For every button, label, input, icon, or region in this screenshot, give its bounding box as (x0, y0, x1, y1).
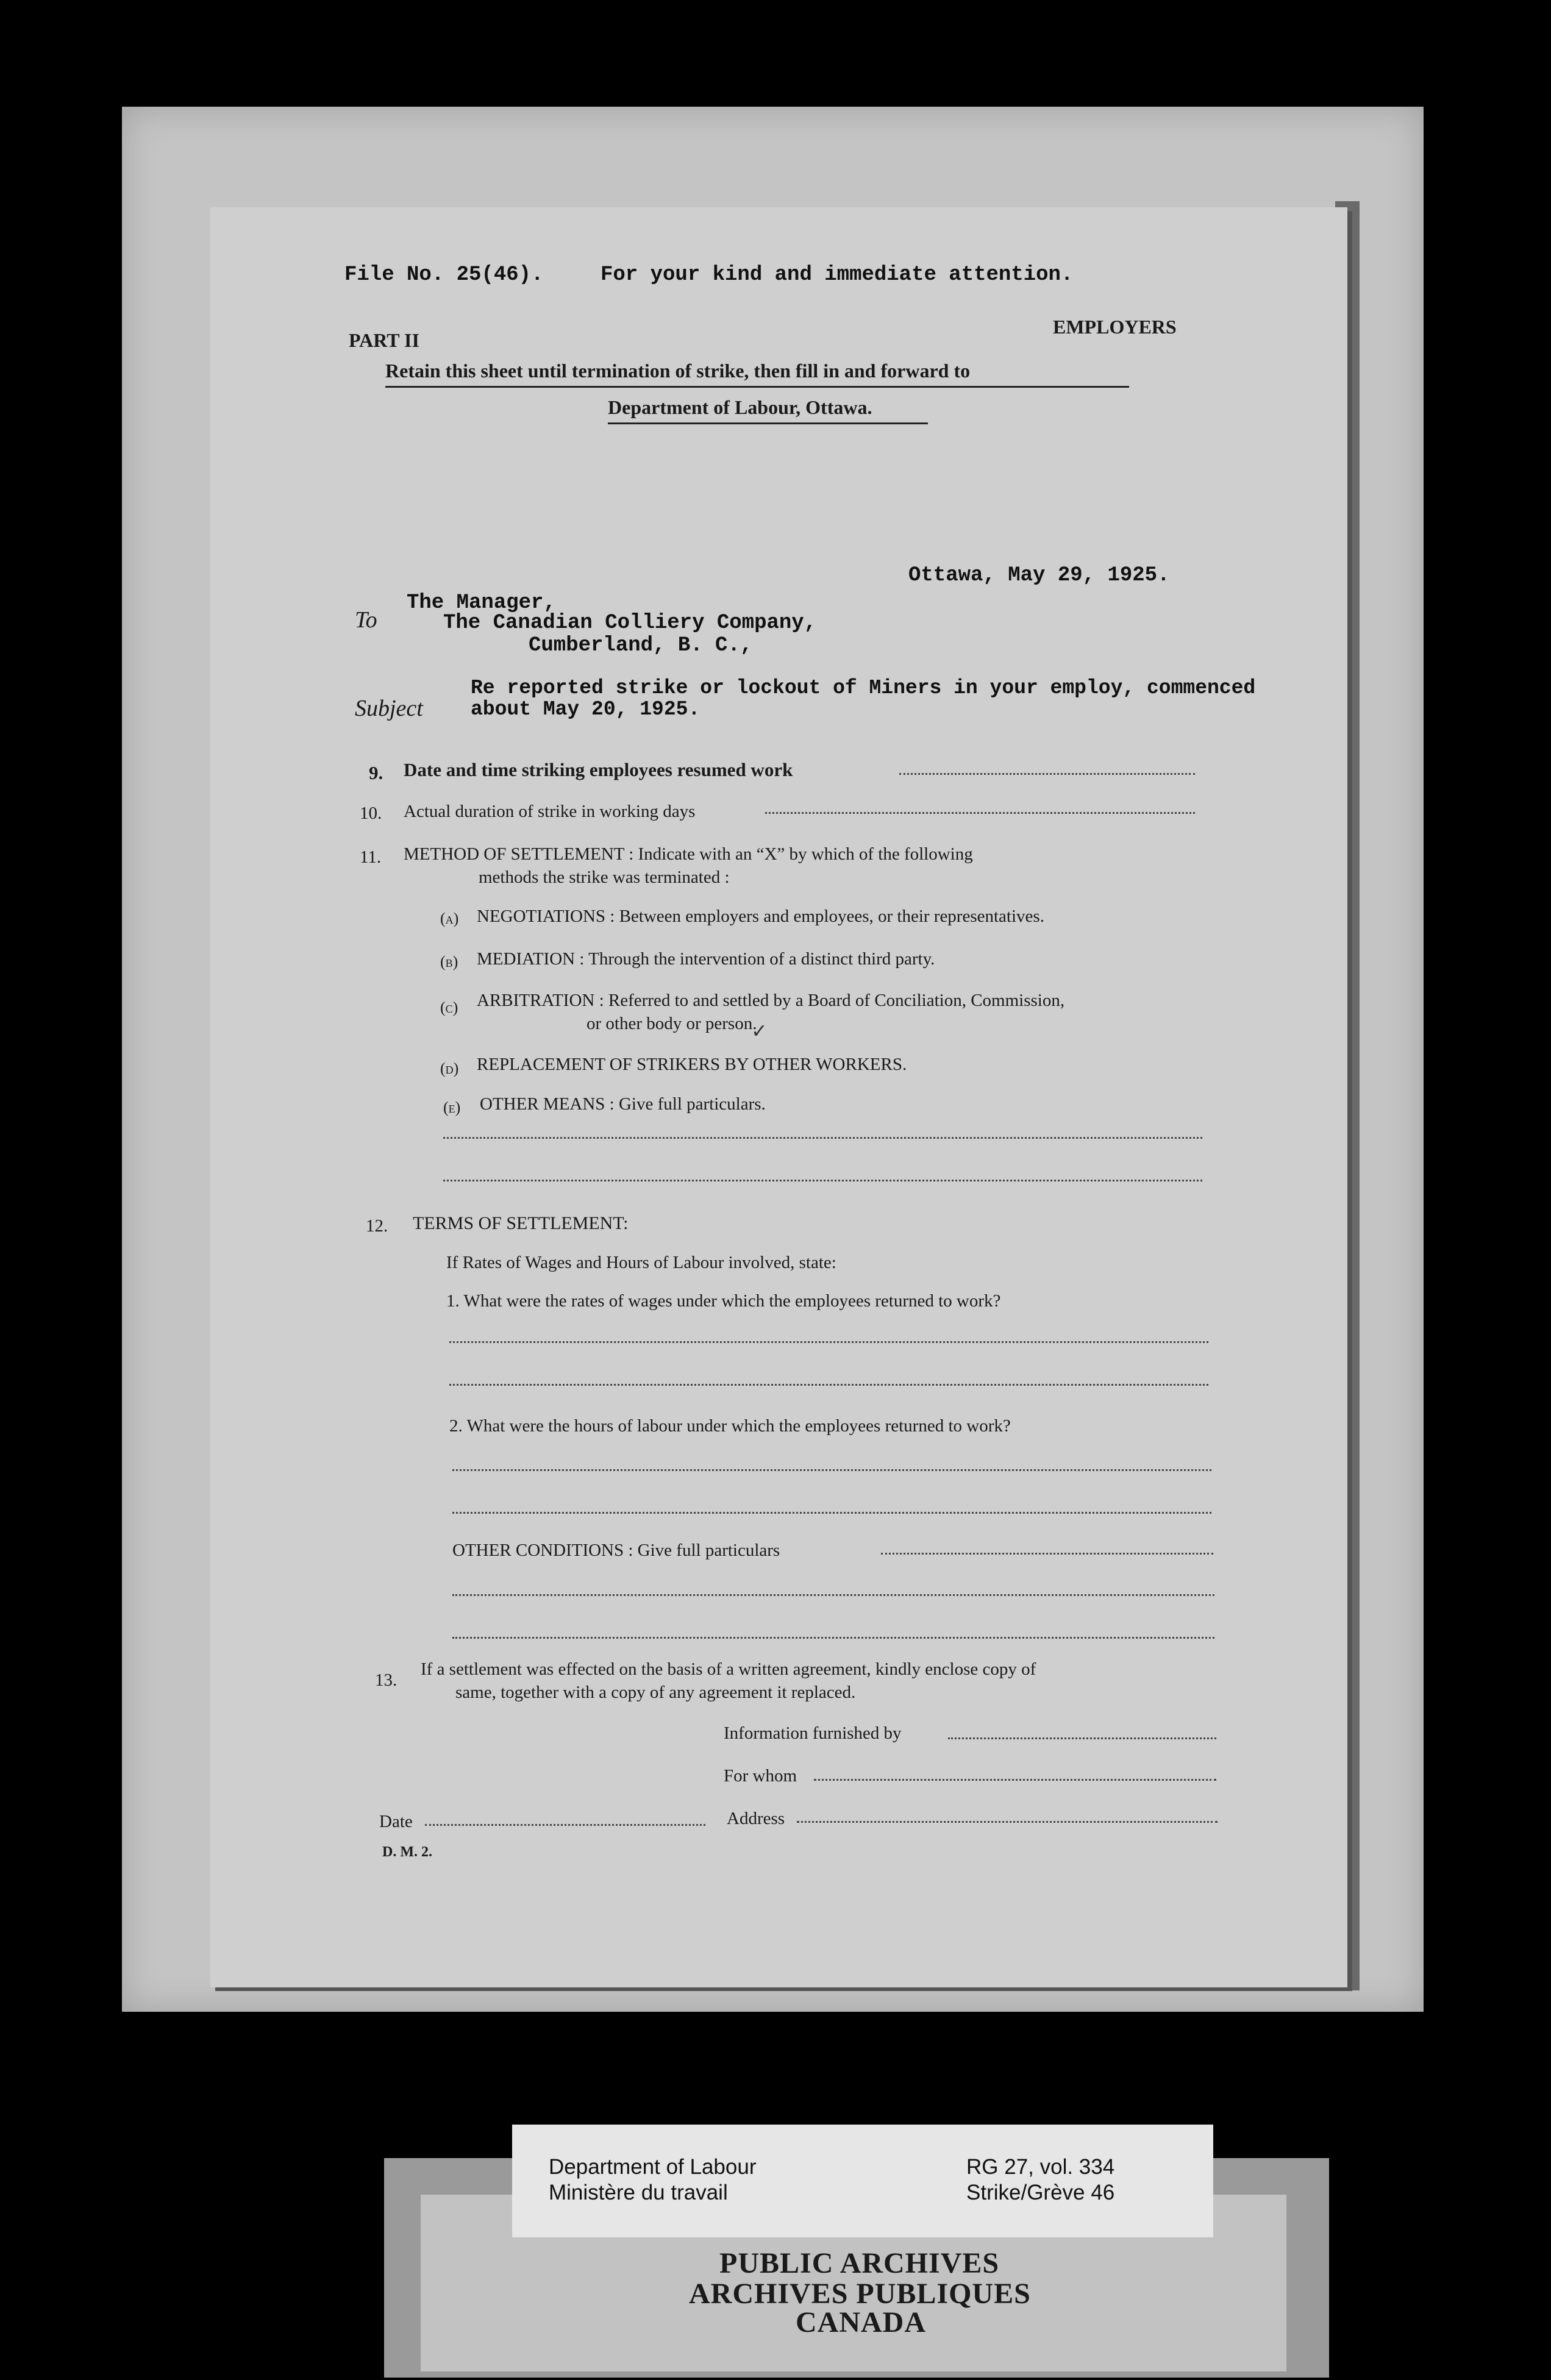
info-furnished-line (948, 1737, 1216, 1739)
q12-sub2: 2. What were the hours of labour under which the employees returned to work? (449, 1416, 1011, 1436)
option-c-text-line-1: ARBITRATION : Referred to and settled by a Board of Conciliation, Commission, (477, 991, 1065, 1010)
letter-date: Ottawa, May 29, 1925. (908, 564, 1170, 587)
subject-line-2: about May 20, 1925. (471, 698, 701, 721)
check-mark: ✓ (751, 1020, 768, 1042)
option-b-text: MEDIATION : Through the intervention of a distinct third party. (477, 949, 935, 969)
q12-other-line-2 (452, 1637, 1214, 1639)
date-line (425, 1824, 705, 1826)
q13-line-2: same, together with a copy of any agreement it replaced. (455, 1683, 856, 1702)
option-a-letter: (a) (440, 910, 459, 927)
option-e-answer-line-1 (443, 1137, 1202, 1139)
instruction-line-2: Department of Labour, Ottawa. (608, 396, 872, 418)
q12-sub1: 1. What were the rates of wages under which the employees returned to work? (446, 1291, 1001, 1311)
option-d-text: REPLACEMENT OF STRIKERS BY OTHER WORKERS. (477, 1055, 907, 1074)
form-sheet (210, 207, 1347, 1987)
form-code: D. M. 2. (382, 1844, 432, 1860)
archive-ref-volume: RG 27, vol. 334 (966, 2155, 1115, 2179)
instruction-underline-2 (608, 422, 928, 424)
q12-sub2-line-1 (452, 1469, 1211, 1471)
q11-number: 11. (360, 847, 382, 867)
date-label: Date (379, 1812, 413, 1831)
option-b-letter: (b) (440, 953, 458, 971)
q9-answer-line (899, 773, 1195, 775)
dept-fr: Ministère du travail (549, 2181, 728, 2204)
part-label: PART II (349, 329, 419, 351)
q13-number: 13. (375, 1670, 398, 1690)
q9-text: Date and time striking employees resumed work (404, 759, 793, 780)
address-label: Address (727, 1809, 785, 1828)
q12-sub1-line-1 (449, 1341, 1208, 1343)
employers-label: EMPLOYERS (1053, 316, 1177, 338)
q10-text: Actual duration of strike in working days (404, 802, 696, 821)
address-line (797, 1821, 1218, 1823)
dept-en: Department of Labour (549, 2155, 757, 2179)
option-e-text: OTHER MEANS : Give full particulars. (480, 1094, 766, 1114)
attention-note: For your kind and immediate attention. (601, 263, 1074, 287)
option-a-text: NEGOTIATIONS : Between employers and employees, or their representatives. (477, 907, 1044, 926)
option-e-letter: (e) (443, 1099, 461, 1116)
option-c-text-line-2: or other body or person. (587, 1014, 757, 1033)
subject-label: Subject (355, 696, 423, 721)
to-line-1: The Manager, (407, 591, 556, 615)
q12-number: 12. (366, 1216, 388, 1236)
file-number: File No. 25(46). (344, 263, 544, 287)
to-label: To (355, 607, 377, 633)
q12-intro: If Rates of Wages and Hours of Labour involved, state: (446, 1253, 836, 1272)
info-furnished-label: Information furnished by (724, 1723, 902, 1743)
q13-line-1: If a settlement was effected on the basis of a written agreement, kindly enclose copy of (421, 1659, 1036, 1679)
q12-other-line-1 (452, 1594, 1214, 1596)
q12-other-line-0 (881, 1553, 1213, 1555)
stamp-line-2: ARCHIVES PUBLIQUES (689, 2278, 1031, 2310)
to-line-2: The Canadian Colliery Company, (443, 611, 817, 635)
q12-sub1-line-2 (449, 1384, 1208, 1386)
stamp-line-1: PUBLIC ARCHIVES (719, 2247, 1000, 2279)
q10-answer-line (765, 812, 1195, 814)
q12-other: OTHER CONDITIONS : Give full particulars (452, 1541, 780, 1560)
stamp-line-3: CANADA (796, 2306, 926, 2339)
subject-line-1: Re reported strike or lockout of Miners in your employ, commenced (471, 677, 1256, 699)
option-c-letter: (c) (440, 999, 458, 1016)
instruction-line-1: Retain this sheet until termination of strike, then fill in and forward to (385, 360, 971, 382)
q11-text-line-2: methods the strike was terminated : (479, 868, 730, 887)
for-whom-line (814, 1779, 1216, 1781)
instruction-underline-1 (385, 386, 1129, 388)
q11-text-line-1: METHOD OF SETTLEMENT : Indicate with an “X” by which of the following (404, 844, 973, 864)
option-d-letter: (d) (440, 1060, 459, 1077)
to-line-3: Cumberland, B. C., (529, 634, 753, 657)
option-e-answer-line-2 (443, 1180, 1202, 1181)
q12-sub2-line-2 (452, 1512, 1211, 1514)
q12-title: TERMS OF SETTLEMENT: (413, 1213, 629, 1233)
for-whom-label: For whom (724, 1766, 797, 1786)
q9-number: 9. (369, 762, 383, 783)
q10-number: 10. (360, 803, 382, 823)
archive-ref-strike: Strike/Grève 46 (966, 2181, 1115, 2204)
